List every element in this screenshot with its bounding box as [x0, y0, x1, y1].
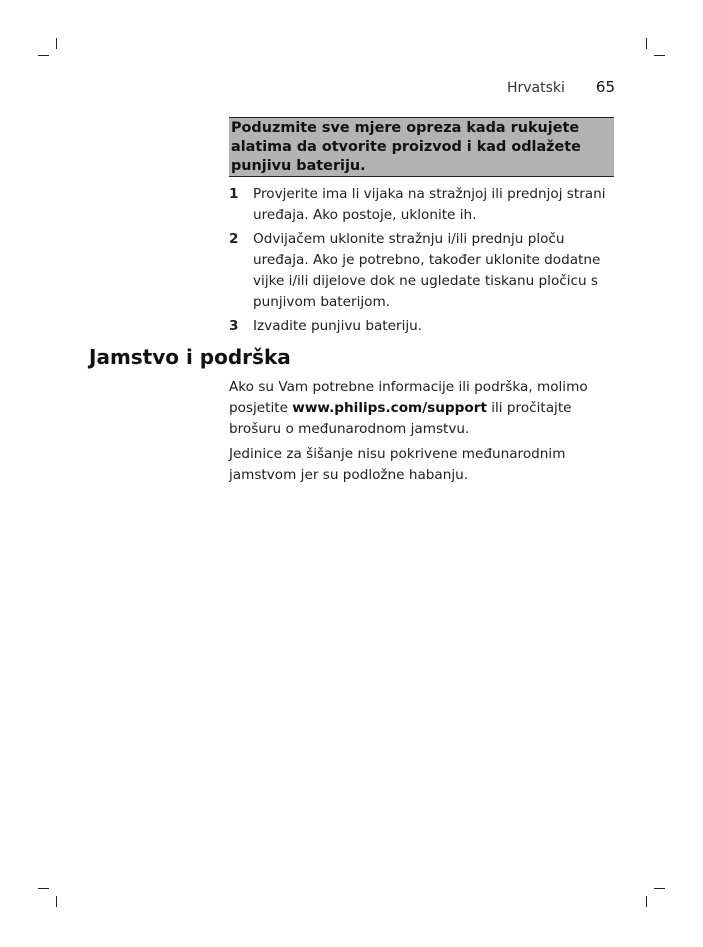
crop-mark [654, 55, 665, 56]
language-label: Hrvatski [506, 80, 565, 96]
crop-mark [38, 888, 49, 889]
step-text: Provjerite ima li vijaka na stražnjoj ili prednjoj strani uređaja. Ako postoje, uklonite ih. [253, 186, 606, 223]
crop-mark [654, 888, 665, 889]
support-text-after: ili pročitajte brošuru o međunarodnom jamstvu. [229, 400, 572, 437]
warranty-paragraph: Jedinice za šišanje nisu pokrivene međunarodnim jamstvom jer su podložne habanju. [229, 446, 566, 483]
page-header [470, 78, 615, 98]
step-number: 1 [229, 186, 239, 202]
support-paragraph [229, 377, 614, 440]
step-item [229, 184, 614, 226]
crop-mark [38, 55, 49, 56]
instruction-steps [229, 184, 614, 340]
step-text: Odvijačem uklonite stražnju i/ili prednju ploču uređaja. Ako je potrebno, također uklonite dodatne vijke i/ili dijelove dok ne ugledate tiskanu pločicu s punjivom baterijom. [253, 231, 601, 310]
crop-mark [646, 896, 647, 907]
crop-mark [646, 38, 647, 49]
step-number: 2 [229, 231, 239, 247]
step-number: 3 [229, 318, 239, 334]
support-text-before: Ako su Vam potrebne informacije ili podrška, molimo posjetite [229, 379, 588, 416]
section-body [229, 377, 614, 490]
page-number: 65 [595, 78, 615, 96]
crop-mark [56, 38, 57, 49]
caution-box: Poduzmite sve mjere opreza kada rukujete alatima da otvorite proizvod i kad odlažete punjivu bateriju. [229, 117, 614, 177]
crop-mark [56, 896, 57, 907]
step-item [229, 229, 614, 313]
step-text: Izvadite punjivu bateriju. [253, 318, 423, 334]
step-item [229, 316, 614, 337]
support-link[interactable]: www.philips.com/support [292, 400, 487, 416]
section-title: Jamstvo i podrška [89, 345, 291, 369]
